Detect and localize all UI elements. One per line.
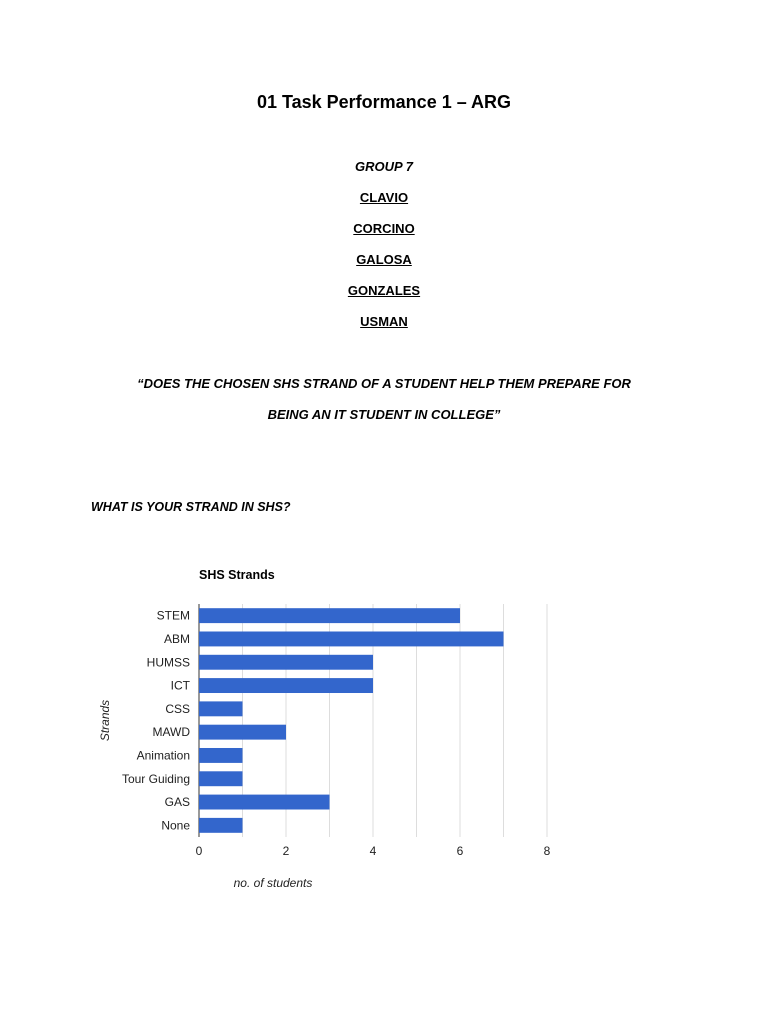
- y-axis-label: Strands: [98, 699, 112, 742]
- x-axis-label: no. of students: [233, 876, 313, 890]
- bar: [199, 631, 504, 646]
- member-name-text: GALOSA: [356, 252, 412, 267]
- member-name: [0, 252, 768, 267]
- bar-chart: [0, 560, 768, 900]
- bar: [199, 701, 243, 716]
- chart-title: SHS Strands: [199, 568, 275, 582]
- bar: [199, 678, 373, 693]
- bar: [199, 771, 243, 786]
- group-label: GROUP 7: [354, 159, 414, 174]
- survey-question: WHAT IS YOUR STRAND IN SHS?: [91, 500, 291, 514]
- member-name: [0, 190, 768, 205]
- research-question-line-1: “DOES THE CHOSEN SHS STRAND OF A STUDENT HELP THEM PREPARE FOR: [137, 376, 631, 391]
- bar: [199, 725, 286, 740]
- bar: [199, 748, 243, 763]
- member-name: [0, 283, 768, 298]
- member-name: [0, 221, 768, 236]
- bar: [199, 818, 243, 833]
- category-label: GAS: [164, 795, 190, 810]
- category-label: MAWD: [152, 725, 190, 740]
- x-tick-label: 4: [369, 844, 377, 858]
- category-label: STEM: [156, 608, 190, 623]
- research-question-line-2: BEING AN IT STUDENT IN COLLEGE”: [267, 407, 501, 422]
- bar: [199, 608, 460, 623]
- member-name-text: GONZALES: [347, 283, 421, 298]
- member-name-text: USMAN: [360, 314, 408, 329]
- member-name: [0, 314, 768, 329]
- category-label: Animation: [136, 748, 190, 763]
- category-label: HUMSS: [146, 655, 190, 670]
- bar: [199, 655, 373, 670]
- category-label: CSS: [165, 701, 190, 716]
- category-label: ICT: [170, 678, 190, 693]
- x-tick-label: 6: [456, 844, 464, 858]
- x-tick-label: 8: [543, 844, 551, 858]
- category-label: Tour Guiding: [121, 771, 190, 786]
- bar: [199, 795, 330, 810]
- category-label: ABM: [163, 631, 190, 646]
- document-title: 01 Task Performance 1 – ARG: [256, 92, 512, 112]
- x-tick-label: 0: [195, 844, 203, 858]
- member-name-text: CLAVIO: [359, 190, 409, 205]
- category-label: None: [161, 818, 190, 833]
- member-name-text: CORCINO: [353, 221, 415, 236]
- x-tick-label: 2: [282, 844, 290, 858]
